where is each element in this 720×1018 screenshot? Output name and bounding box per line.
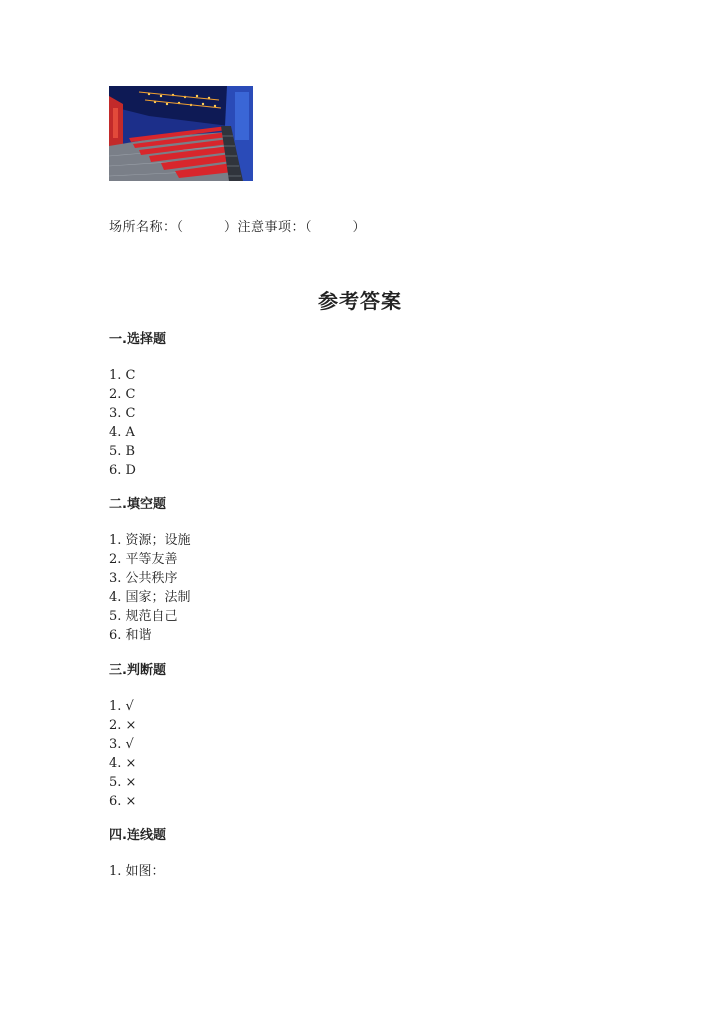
section-true-false: [109, 661, 166, 811]
answer-item: 6. ×: [109, 794, 137, 809]
answer-item: 1. √: [109, 699, 134, 714]
section-heading: 三.判断题: [109, 663, 166, 678]
place-and-notice-question: 场所名称：（ ）注意事项：（ ）: [109, 220, 367, 235]
answer-item: 3. C: [109, 406, 136, 421]
answer-list: [109, 697, 166, 811]
answer-item: 4. A: [109, 425, 135, 440]
answer-item: 6. D: [109, 463, 136, 478]
section-heading: 二.填空题: [109, 497, 166, 512]
answer-item: 5. ×: [109, 775, 137, 790]
cinema-hall-photo: [109, 86, 253, 181]
answer-list: [109, 862, 166, 881]
answer-item: 4. 国家；法制: [109, 590, 191, 605]
answer-item: 2. C: [109, 387, 136, 402]
answer-list: [109, 531, 191, 645]
answer-item: 1. 如图：: [109, 864, 165, 879]
answer-item: 4. ×: [109, 756, 137, 771]
section-heading: 四.连线题: [109, 828, 166, 843]
answer-title: 参考答案: [318, 289, 402, 313]
section-heading: 一.选择题: [109, 332, 166, 347]
section-multiple-choice: [109, 330, 166, 480]
answer-list: [109, 366, 166, 480]
answer-item: 3. 公共秩序: [109, 571, 178, 586]
answer-item: 5. B: [109, 444, 136, 459]
answer-item: 5. 规范自己: [109, 609, 178, 624]
answer-item: 1. 资源；设施: [109, 533, 191, 548]
answer-item: 1. C: [109, 368, 136, 383]
answer-item: 6. 和谐: [109, 628, 152, 643]
answer-item: 3. √: [109, 737, 134, 752]
section-matching: [109, 826, 166, 881]
answer-item: 2. 平等友善: [109, 552, 178, 567]
section-fill-in-blank: [109, 495, 191, 645]
answer-item: 2. ×: [109, 718, 137, 733]
